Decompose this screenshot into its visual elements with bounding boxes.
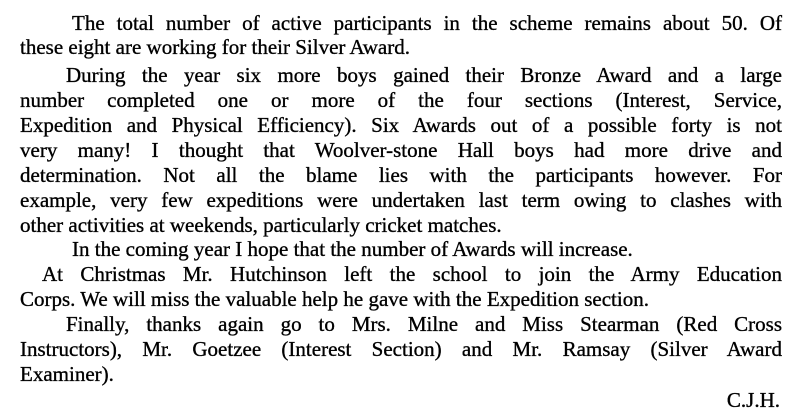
paragraph-2-line-5: determination. Not all the blame lies with the participants however. For <box>20 163 782 187</box>
paragraph-5-line-2: Instructors), Mr. Goetzee (Interest Section) and Mr. Ramsay (Silver Award <box>20 337 782 361</box>
author-initials: C.J.H. <box>726 388 780 412</box>
paragraph-5-line-3: Examiner). <box>20 362 114 386</box>
paragraph-3-line-1: In the coming year I hope that the number of Awards will increase. <box>72 237 633 261</box>
paragraph-4-line-1: At Christmas Mr. Hutchinson left the school to join the Army Education <box>42 262 782 286</box>
paragraph-5-line-1: Finally, thanks again go to Mrs. Milne and Miss Stearman (Red Cross <box>66 312 782 336</box>
paragraph-4-line-2: Corps. We will miss the valuable help he gave with the Expedition section. <box>20 287 649 311</box>
paragraph-2-line-4: very many! I thought that Woolver-stone Hall boys had more drive and <box>20 138 782 162</box>
paragraph-2-line-6: example, very few expeditions were undertaken last term owing to clashes with <box>20 188 782 212</box>
paragraph-2-line-2: number completed one or more of the four sections (Interest, Service, <box>20 88 782 112</box>
paragraph-2-line-3: Expedition and Physical Efficiency). Six Awards out of a possible forty is not <box>20 113 782 137</box>
paragraph-2-line-7: other activities at weekends, particularly cricket matches. <box>20 213 502 237</box>
paragraph-2-line-1: During the year six more boys gained their Bronze Award and a large <box>66 63 782 87</box>
paragraph-1-line-1: The total number of active participants in the scheme remains about 50. Of <box>72 11 782 35</box>
paragraph-1-line-2: these eight are working for their Silver Award. <box>20 35 410 59</box>
